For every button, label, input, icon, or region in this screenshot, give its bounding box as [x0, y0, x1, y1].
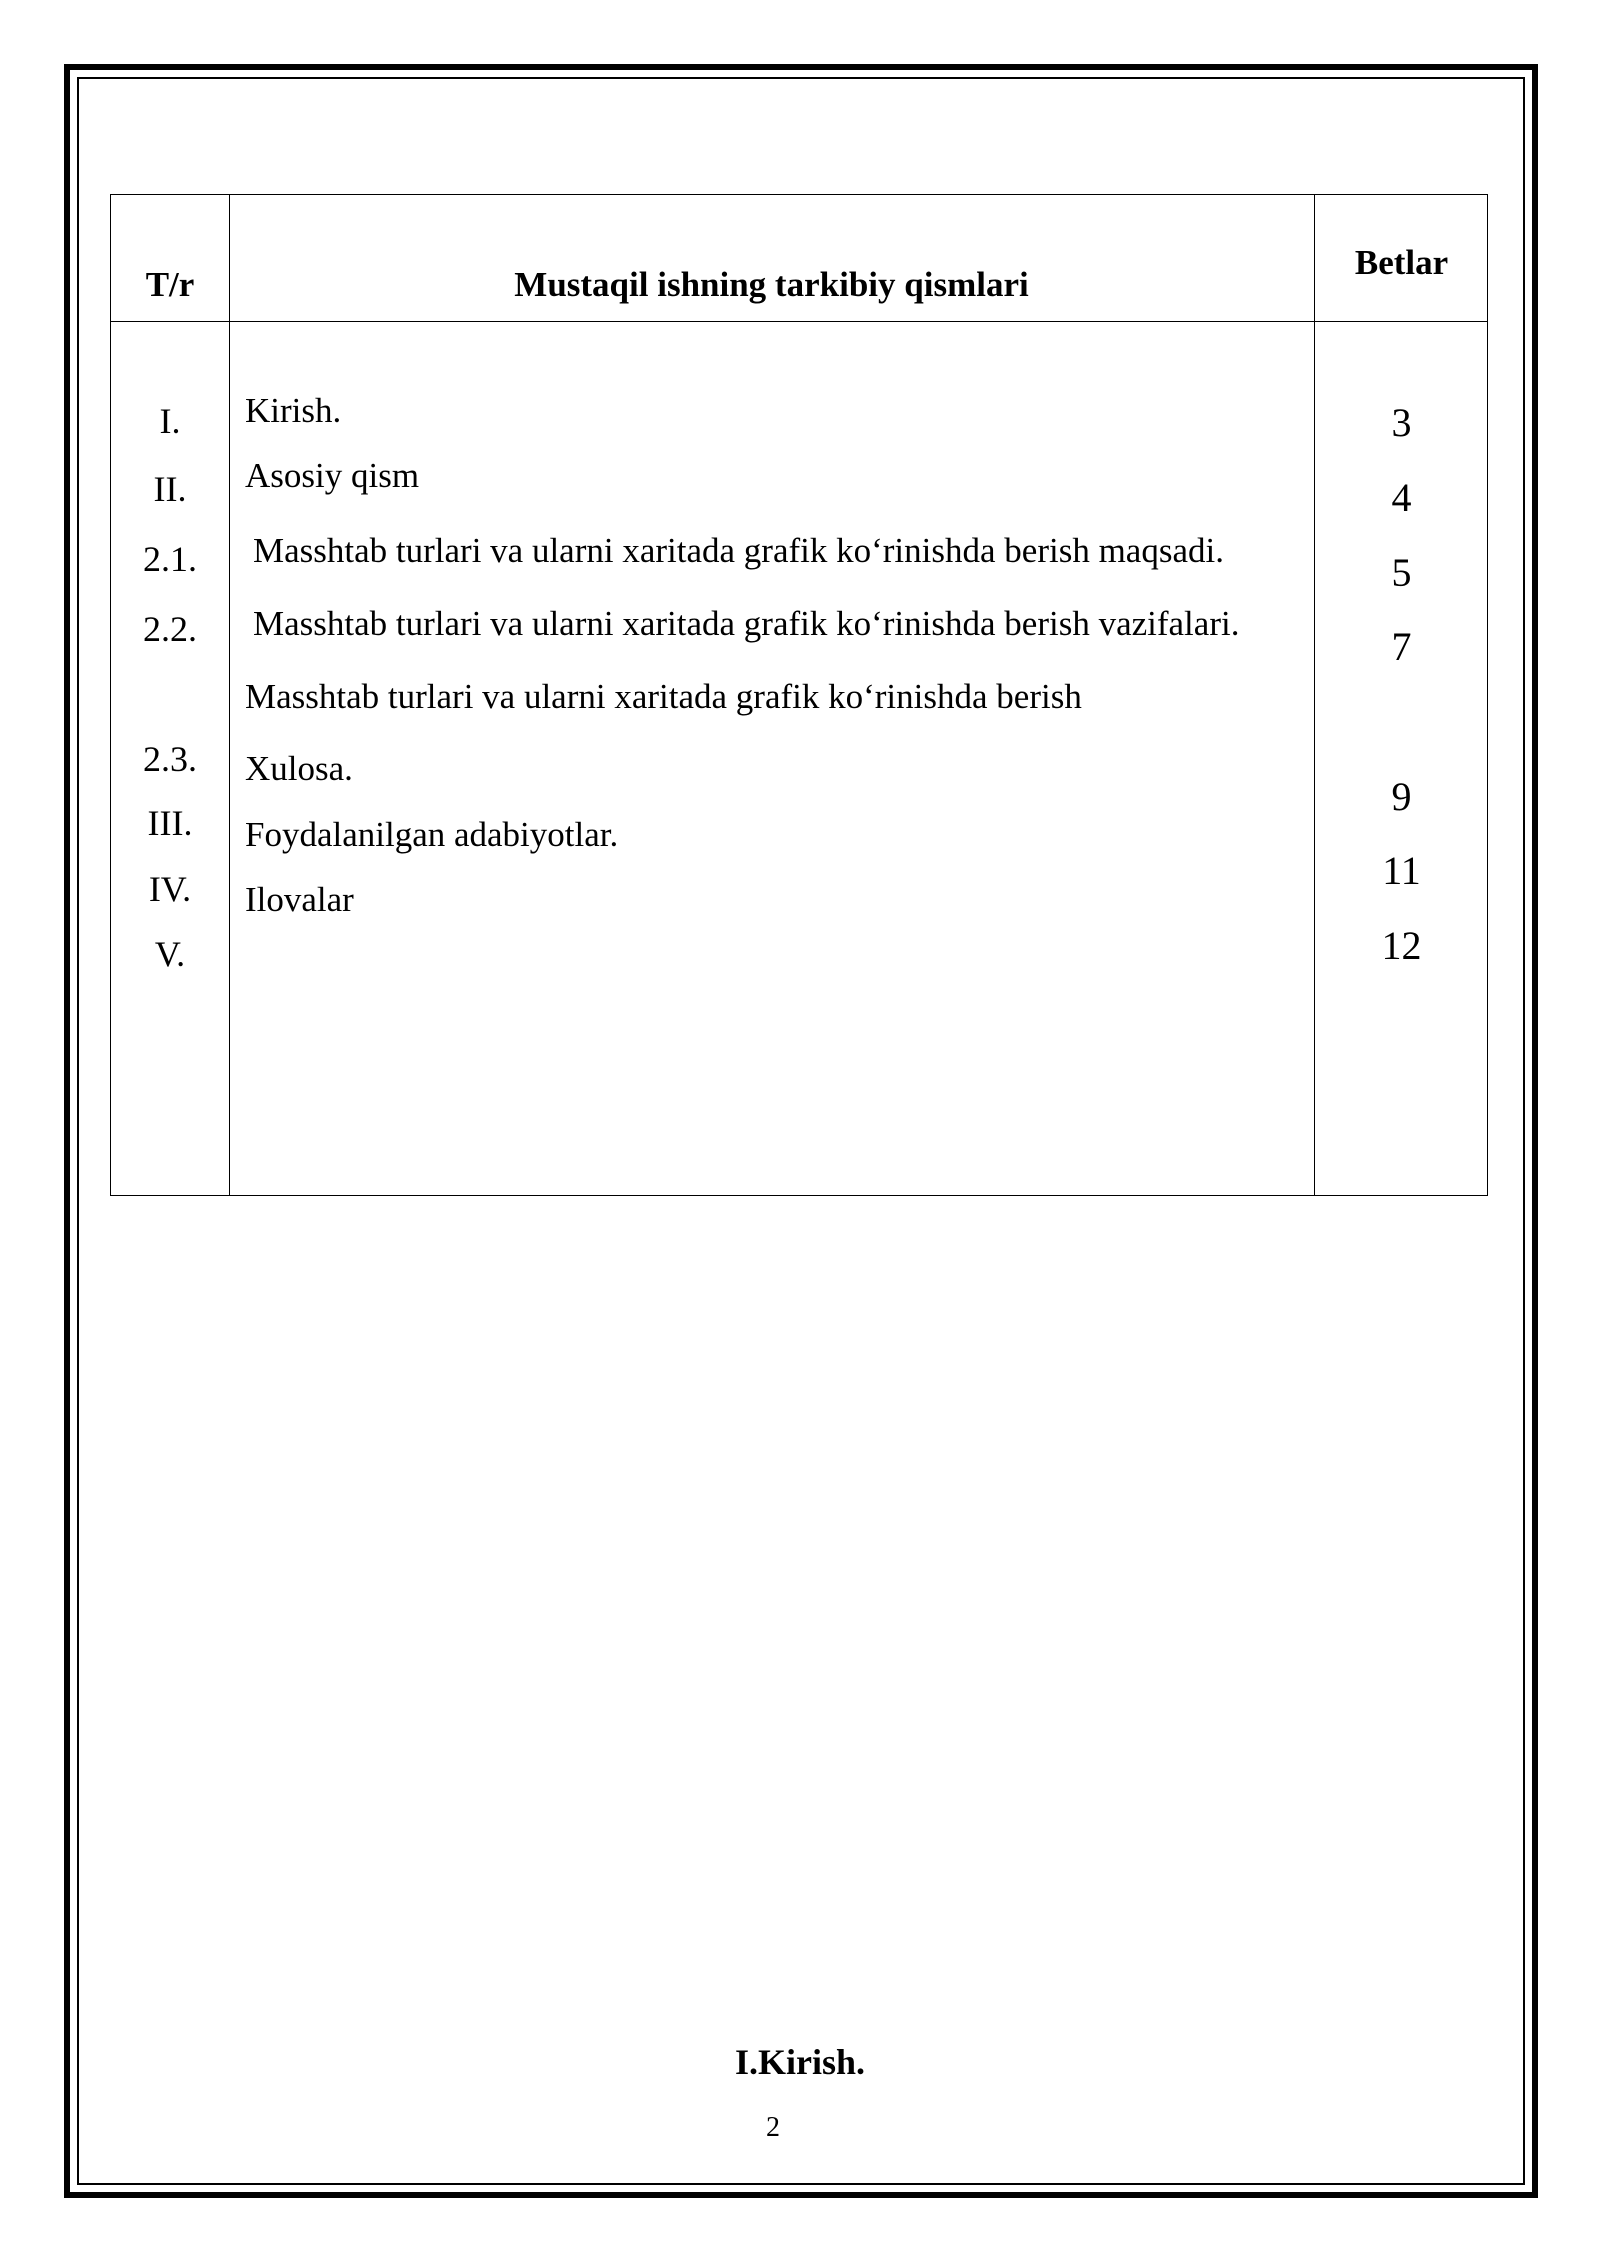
row-title: Masshtab turlari va ularni xaritada grafik ko‘rinishda berish: [245, 677, 1082, 716]
row-title: Ilovalar: [245, 880, 354, 919]
row-page: 12: [1381, 923, 1422, 968]
column-divider: [1314, 195, 1315, 1195]
row-number: II.: [153, 469, 187, 509]
row-title: Masshtab turlari va ularni xaritada grafik ko‘rinishda berish vazifalari.: [253, 604, 1240, 643]
row-number: 2.1.: [143, 539, 197, 579]
header-pages: Betlar: [1354, 243, 1449, 282]
row-title: Asosiy qism: [245, 456, 420, 495]
row-number: III.: [147, 803, 193, 843]
row-title: Kirish.: [245, 391, 342, 430]
contents-table: [110, 194, 1488, 1196]
header-divider: [111, 321, 1487, 322]
row-page: 5: [1391, 550, 1412, 595]
row-title: Foydalanilgan adabiyotlar.: [245, 815, 619, 854]
row-page: 9: [1391, 774, 1412, 819]
row-number: 2.3.: [143, 739, 197, 779]
row-number: 2.2.: [143, 609, 197, 649]
row-number: V.: [154, 934, 186, 974]
row-page: 11: [1382, 848, 1421, 893]
row-page: 4: [1391, 475, 1412, 520]
row-title: Masshtab turlari va ularni xaritada grafik ko‘rinishda berish maqsadi.: [253, 531, 1224, 570]
row-page: 3: [1391, 400, 1412, 445]
header-title: Mustaqil ishning tarkibiy qismlari: [514, 265, 1029, 304]
page-number: 2: [766, 2112, 780, 2143]
row-number: I.: [159, 401, 181, 441]
section-heading: I.Kirish.: [734, 2042, 866, 2082]
row-page: 7: [1391, 624, 1412, 669]
header-number: T/r: [145, 265, 195, 304]
row-number: IV.: [148, 869, 192, 909]
column-divider: [229, 195, 230, 1195]
row-title: Xulosa.: [245, 749, 353, 788]
